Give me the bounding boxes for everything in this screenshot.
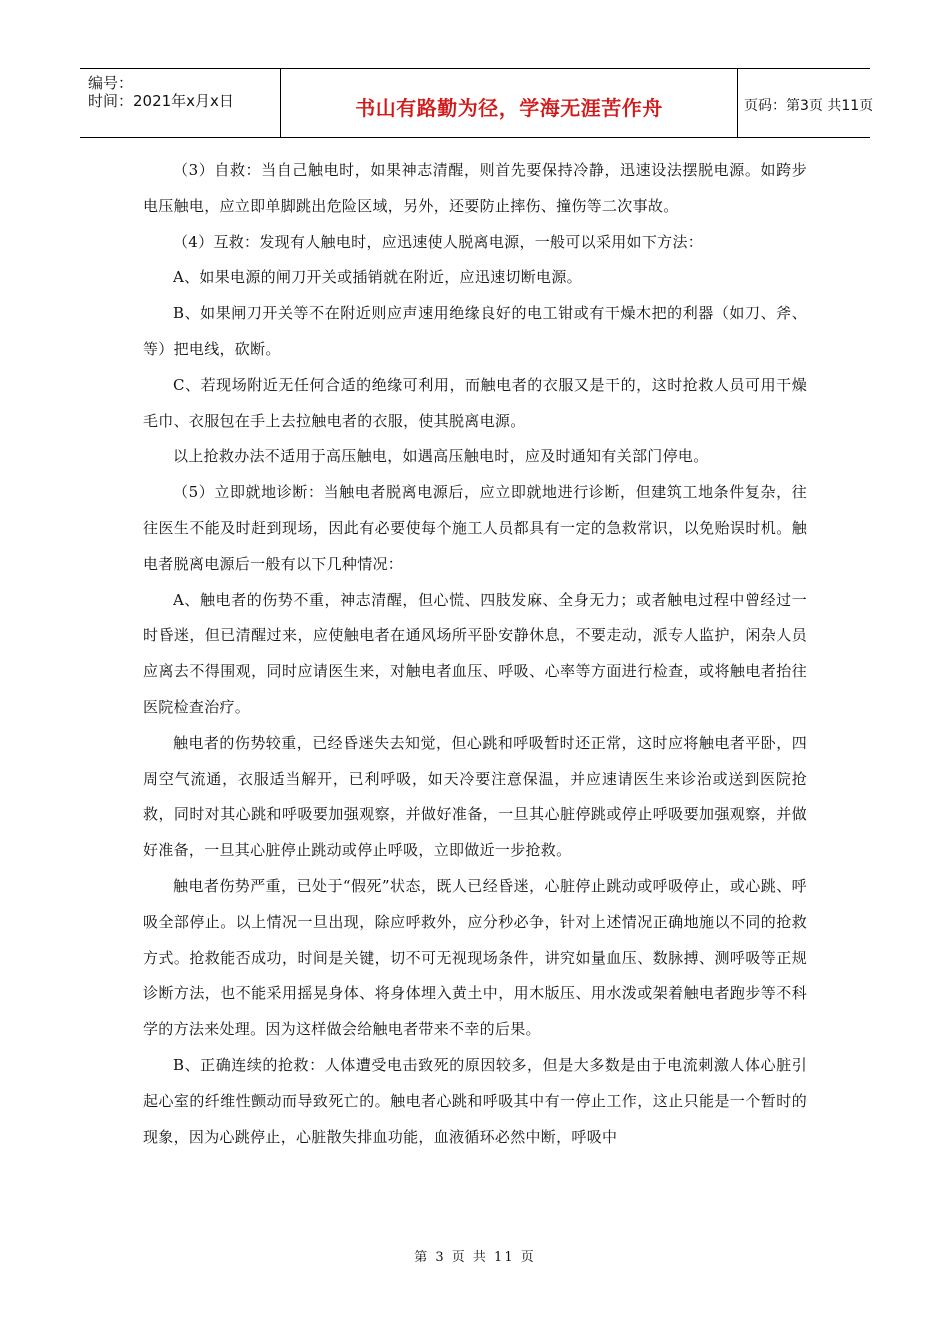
paragraph: B、如果闸刀开关等不在附近则应声速用绝缘良好的电工钳或有干燥木把的利器（如刀、斧、等）把电线，砍断。 — [143, 304, 807, 358]
page-footer: 第 3 页 共 11 页 — [414, 1250, 536, 1265]
motto-text: 书山有路勤为径，学海无涯苦作舟 — [355, 96, 663, 120]
paragraph: A、如果电源的闸刀开关或插销就在附近，应迅速切断电源。 — [173, 268, 582, 287]
paragraph: 触电者伤势严重，已处于“假死”状态，既人已经昏迷，心脏停止跳动或呼吸停止，或心跳、呼吸全部停止。以上情况一旦出现，除应呼救外，应分秒必争，针对上述情况正确地施以不同的抢救方式。抢救能否成功，时间是关键，切不可无视现场条件，讲究如量血压、数脉搏、测呼吸等正规诊断方法，也不能采用摇晃身体、将身体埋入黄土中，用木版压、用水泼或架着触电者跑步等不科学的方法来处理。因为这样做会给触电者带来不幸的后果。 — [143, 876, 807, 1039]
paragraph: （3）自救：当自己触电时，如果神志清醒，则首先要保持冷静，迅速设法摆脱电源。如跨步电压触电，应立即单脚跳出危险区域，另外，还要防止摔伤、撞伤等二次事故。 — [143, 161, 807, 215]
paragraph: （4）互救：发现有人触电时，应迅速使人脱离电源，一般可以采用如下方法： — [173, 232, 704, 251]
paragraph: 触电者的伤势较重，已经昏迷失去知觉，但心跳和呼吸暂时还正常，这时应将触电者平卧，四周空气流通，衣服适当解开，已利呼吸，如天冷要注意保温，并应速请医生来诊治或送到医院抢救，同时对其心跳和呼吸要加强观察，并做好准备，一旦其心脏停跳或停止呼吸要加强观察，并做好准备，一旦其心脏停止跳动或停止呼吸，立即做近一步抢救。 — [143, 733, 807, 860]
document-body — [143, 153, 807, 1155]
page-info: 页码：第3页 共11页 — [744, 98, 874, 114]
header-motto-cell — [280, 69, 738, 137]
header-page-cell — [737, 69, 874, 137]
paragraph: C、若现场附近无任何合适的绝缘可利用，而触电者的衣服又是干的，这时抢救人员可用干燥毛巾、衣服包在手上去拉触电者的衣服，使其脱离电源。 — [143, 375, 807, 430]
paragraph: （5）立即就地诊断：当触电者脱离电源后，应立即就地进行诊断，但建筑工地条件复杂，往往医生不能及时赶到现场，因此有必要使每个施工人员都具有一定的急救常识，以免贻误时机。触电者脱离电源后一般有以下几种情况： — [143, 483, 807, 573]
paragraph: B、正确连续的抢救：人体遭受电击致死的原因较多，但是大多数是由于电流刺激人体心脏引起心室的纤维性颤动而导致死亡的。触电者心跳和呼吸其中有一停止工作，这止只能是一个暂时的现象，因为心跳停止，心脏散失排血功能，血液循环必然中断，呼吸中 — [143, 1055, 807, 1146]
paragraph: A、触电者的伤势不重，神志清醒，但心慌、四肢发麻、全身无力；或者触电过程中曾经过一时昏迷，但已清醒过来，应使触电者在通风场所平卧安静休息，不要走动，派专人监护，闲杂人员应离去不得围观，同时应请医生来，对触电者血压、呼吸、心率等方面进行检查，或将触电者抬往医院检查治疗。 — [143, 590, 807, 716]
paragraph: 以上抢救办法不适用于高压触电，如遇高压触电时，应及时通知有关部门停电。 — [173, 447, 709, 466]
document-header — [80, 68, 874, 138]
header-meta-cell — [80, 69, 280, 137]
number-label: 编号： — [88, 74, 134, 92]
date-line: 时间：2021年x月x日 — [88, 92, 234, 110]
